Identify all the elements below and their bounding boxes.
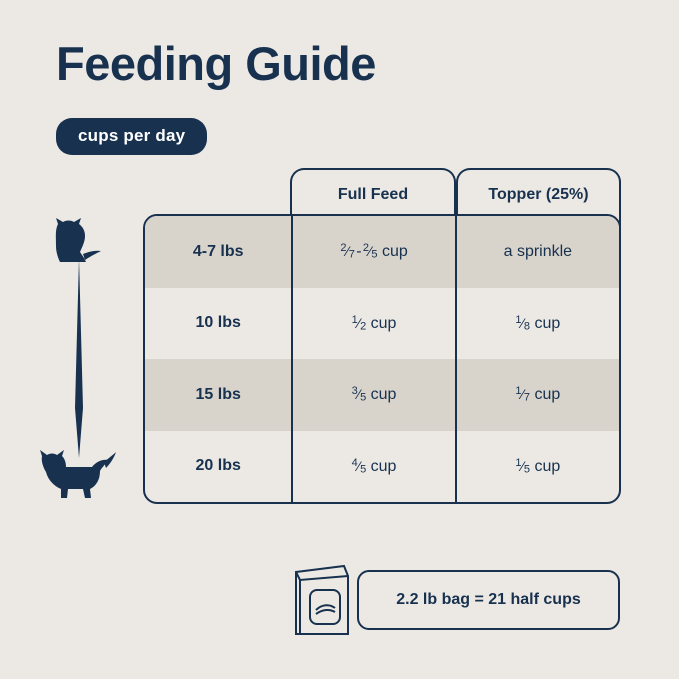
unit-label: cup xyxy=(370,457,397,475)
cat-tail-icon xyxy=(74,258,84,458)
fraction-denominator: 5 xyxy=(360,391,367,404)
fraction-numerator: 1 xyxy=(351,313,358,326)
unit-label: cup xyxy=(370,386,397,404)
bag-note-group xyxy=(282,562,620,638)
page-title: Feeding Guide xyxy=(56,37,376,90)
cell-topper: $^1⁄_7$ cup xyxy=(515,385,561,404)
cell-weight: 10 lbs xyxy=(195,314,241,332)
unit-label: cup xyxy=(534,457,561,475)
fraction-numerator: 2 xyxy=(362,242,370,255)
table-row xyxy=(145,431,619,503)
cell-topper: a sprinkle xyxy=(503,242,573,260)
fraction-denominator: 7 xyxy=(523,391,531,404)
fraction-denominator: 5 xyxy=(523,463,531,476)
subtitle-pill: cups per day xyxy=(56,118,207,155)
cat-sitting-icon xyxy=(50,218,104,262)
cell-topper: $^1⁄_8$ cup xyxy=(515,313,561,333)
unit-label: cup xyxy=(370,314,397,332)
cell-full-feed: $^2⁄_7$ - $^2⁄_5$ cup xyxy=(291,216,456,288)
fraction-numerator: 1 xyxy=(515,456,522,469)
cell-weight: 20 lbs xyxy=(195,457,241,475)
table-row xyxy=(145,288,619,360)
fraction-denominator: 5 xyxy=(360,463,367,476)
unit-label: cup xyxy=(534,314,561,332)
unit-label: cup xyxy=(534,386,561,404)
cell-full-feed: $^3⁄_5$ cup xyxy=(291,359,456,431)
table-row xyxy=(145,359,619,431)
feeding-table xyxy=(143,168,621,504)
fraction-denominator: 7 xyxy=(348,248,355,261)
cell-topper: $^1⁄_5$ cup xyxy=(515,456,561,476)
fraction-denominator: 5 xyxy=(371,248,378,261)
column-header-full-feed: Full Feed xyxy=(290,168,456,256)
fraction-numerator: 1 xyxy=(515,313,522,326)
fraction-numerator: 1 xyxy=(515,385,522,398)
fraction-denominator: 2 xyxy=(360,320,367,333)
fraction-numerator: 3 xyxy=(351,385,358,398)
table-row xyxy=(145,216,619,288)
cat-walking-icon xyxy=(38,450,116,498)
cell-full-feed: $^4⁄_5$ cup xyxy=(291,431,456,503)
unit-label: cup xyxy=(381,243,408,261)
cell-weight: 4-7 lbs xyxy=(192,242,244,260)
fraction-denominator: 8 xyxy=(523,320,531,333)
cell-weight: 15 lbs xyxy=(195,385,241,403)
fraction-numerator: 2 xyxy=(340,242,347,255)
column-header-topper: Topper (25%) xyxy=(456,168,621,256)
bag-note-text: 2.2 lb bag = 21 half cups xyxy=(357,570,620,630)
fraction-numerator: 4 xyxy=(351,456,358,469)
table-body xyxy=(143,214,621,504)
cell-full-feed: $^1⁄_2$ cup xyxy=(291,288,456,360)
